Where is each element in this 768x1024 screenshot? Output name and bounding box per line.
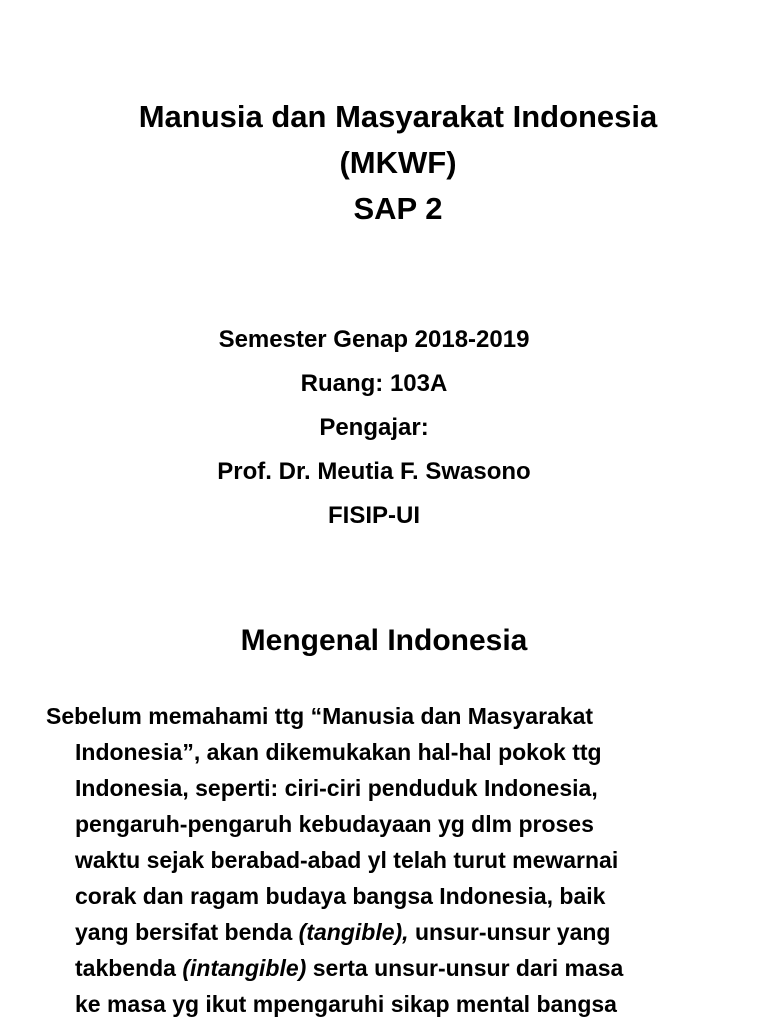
room-text: Ruang: 103A (300, 370, 448, 397)
title-line-2: (MKWF) (339, 145, 457, 180)
body-line-8-text-c: serta unsur-unsur dari masa (306, 955, 624, 981)
body-line-3: Indonesia, seperti: ciri-ciri penduduk Indonesia, (75, 775, 598, 801)
title-line-3: SAP 2 (353, 191, 443, 226)
body-line-5: waktu sejak berabad-abad yl telah turut mewarnai (75, 847, 619, 873)
lecturer-name: Prof. Dr. Meutia F. Swasono (217, 458, 531, 485)
faculty-text: FISIP-UI (327, 502, 420, 529)
lecturer-label: Pengajar: (319, 414, 429, 441)
intangible-term: (intangible) (182, 955, 307, 981)
body-line-7 (46, 914, 746, 950)
body-line-1: Sebelum memahami ttg “Manusia dan Masyarakat (46, 703, 594, 729)
section-heading: Mengenal Indonesia (240, 624, 528, 657)
title-line-1: Manusia dan Masyarakat Indonesia (138, 99, 658, 134)
body-line-6: corak dan ragam budaya bangsa Indonesia, baik (75, 883, 606, 909)
semester-text: Semester Genap 2018-2019 (218, 326, 530, 353)
body-line-7-text-a: yang bersifat benda (75, 919, 299, 945)
body-line-7-text-c: unsur-unsur yang (408, 919, 611, 945)
body-line-4: pengaruh-pengaruh kebudayaan yg dlm proses (75, 811, 594, 837)
body-line-9: ke masa yg ikut mpengaruhi sikap mental bangsa (75, 991, 617, 1017)
course-info (0, 318, 748, 538)
body-line-2: Indonesia”, akan dikemukakan hal-hal pokok ttg (75, 739, 602, 765)
body-paragraph (46, 698, 746, 1022)
body-line-8-text-a: takbenda (75, 955, 183, 981)
tangible-term: (tangible), (298, 919, 409, 945)
body-line-8 (46, 950, 746, 986)
slide-title (0, 94, 768, 232)
